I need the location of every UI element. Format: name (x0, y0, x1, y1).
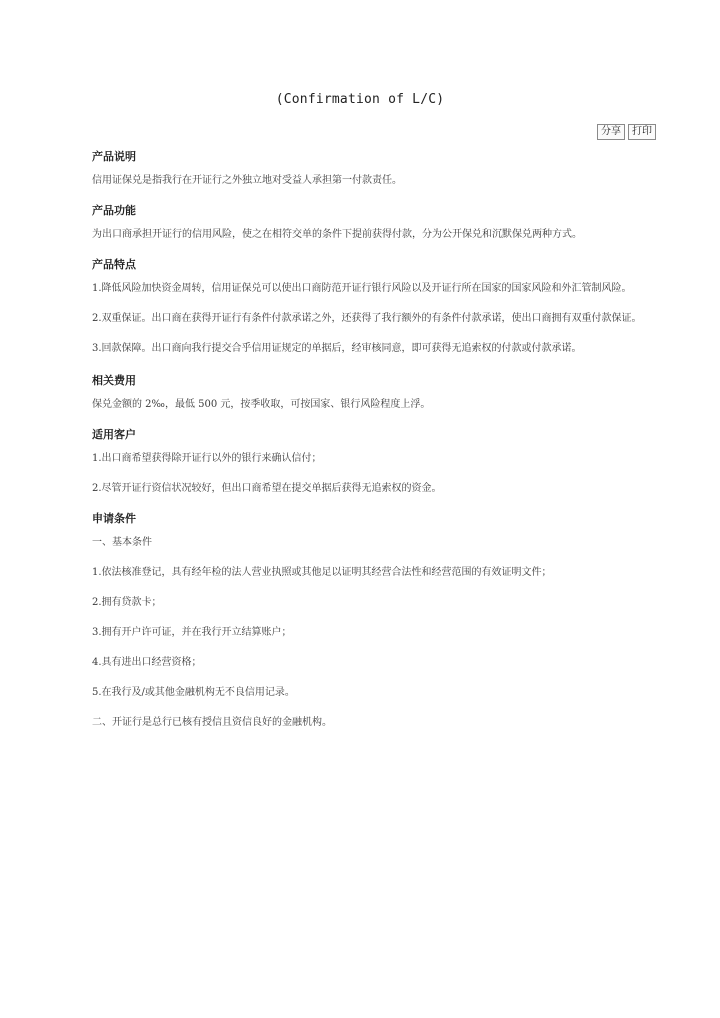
condition-paragraph-6: 5.在我行及/或其他金融机构无不良信用记录。 (92, 687, 295, 698)
section-heading-conditions: 申请条件 (92, 512, 136, 525)
condition-paragraph-5: 4.具有进出口经营资格； (92, 657, 202, 668)
feature-paragraph-2: 2.双重保证。出口商在获得开证行有条件付款承诺之外，还获得了我行额外的有条件付款承诺，使出口商拥有双重付款保证。 (92, 313, 642, 324)
condition-paragraph-3: 2.拥有贷款卡； (92, 597, 162, 608)
section-heading-customers: 适用客户 (92, 428, 136, 441)
section-heading-fees: 相关费用 (92, 374, 136, 387)
action-bar (597, 124, 656, 140)
condition-paragraph-1: 一、基本条件 (92, 537, 152, 548)
page-title: (Confirmation of L/C) (275, 92, 445, 107)
feature-paragraph-3: 3.回款保障。出口商向我行提交合乎信用证规定的单据后，经审核同意，即可获得无追索权的付款或付款承诺。 (92, 343, 582, 354)
customer-paragraph-2: 2.尽管开证行资信状况较好，但出口商希望在提交单据后获得无追索权的资金。 (92, 483, 442, 494)
description-paragraph: 信用证保兑是指我行在开证行之外独立地对受益人承担第一付款责任。 (92, 175, 402, 186)
function-paragraph: 为出口商承担开证行的信用风险，使之在相符交单的条件下提前获得付款，分为公开保兑和沉默保兑两种方式。 (92, 229, 582, 240)
feature-paragraph-1: 1.降低风险加快资金周转，信用证保兑可以使出口商防范开证行银行风险以及开证行所在国家的国家风险和外汇管制风险。 (92, 283, 632, 294)
fees-paragraph: 保兑金额的 2‰，最低 500 元，按季收取，可按国家、银行风险程度上浮。 (92, 399, 431, 410)
condition-paragraph-2: 1.依法核准登记，具有经年检的法人营业执照或其他足以证明其经营合法性和经营范围的有效证明文件； (92, 567, 552, 578)
print-button[interactable]: 打印 (628, 124, 656, 140)
section-heading-function: 产品功能 (92, 204, 136, 217)
condition-paragraph-4: 3.拥有开户许可证，并在我行开立结算账户； (92, 627, 292, 638)
share-button[interactable]: 分享 (597, 124, 625, 140)
customer-paragraph-1: 1.出口商希望获得除开证行以外的银行来确认信付； (92, 453, 322, 464)
article-body (68, 148, 656, 733)
section-heading-features: 产品特点 (92, 258, 136, 271)
section-heading-description: 产品说明 (92, 150, 136, 163)
condition-paragraph-7: 二、开证行是总行已核有授信且资信良好的金融机构。 (92, 717, 332, 728)
